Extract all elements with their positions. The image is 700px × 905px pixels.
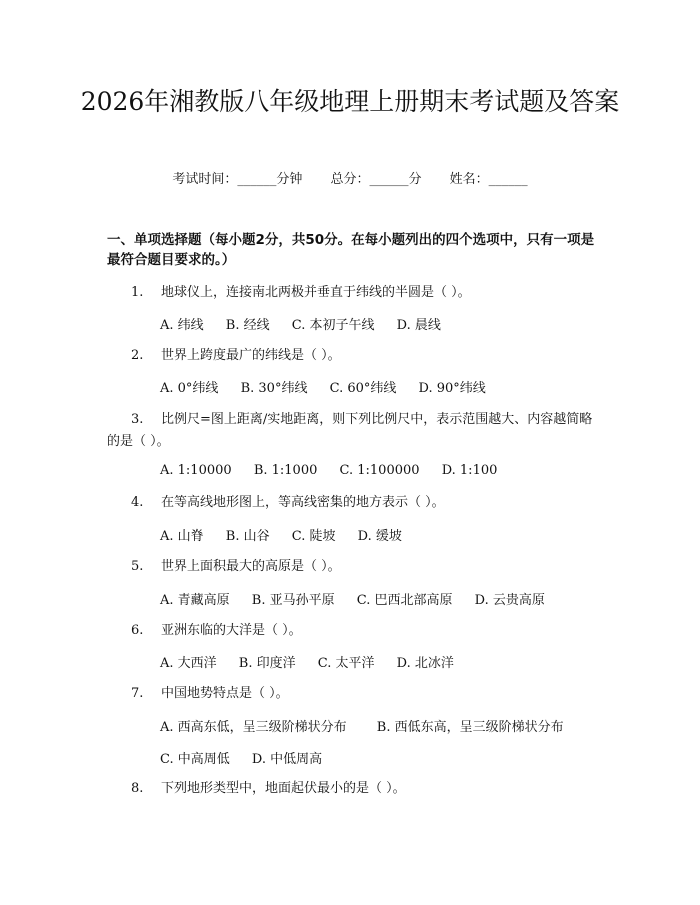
question (107, 283, 599, 303)
option-d: D. 北冰洋 (396, 656, 454, 671)
option-a: A. 西高东低，呈三级阶梯状分布 (160, 720, 347, 735)
question-text: 中国地势特点是（ ）。 (161, 686, 289, 701)
question (107, 621, 599, 641)
option-a: A. 0°纬线 (160, 381, 219, 396)
option-c: C. 巴西北部高原 (356, 593, 453, 608)
exam-time: 考试时间：______分钟 (172, 172, 303, 187)
question-options (160, 314, 459, 333)
option-c: C. 太平洋 (317, 656, 375, 671)
option-c: C. 60°纬线 (329, 381, 397, 396)
student-name: 姓名：______ (449, 172, 528, 187)
exam-info (0, 168, 700, 187)
option-b: B. 经线 (225, 318, 270, 333)
section-heading: 一、单项选择题（每小题2分，共50分。在每小题列出的四个选项中，只有一项是最符合题目要求的。） (107, 232, 595, 268)
option-d: D. 中低周高 (251, 752, 323, 767)
question-text: 亚洲东临的大洋是（ ）。 (161, 623, 302, 638)
question-number: 3. (131, 412, 144, 427)
option-c: C. 中高周低 (160, 752, 230, 767)
option-d: D. 1:100 (441, 463, 498, 478)
option-d: D. 云贵高原 (474, 593, 545, 608)
question-options (160, 463, 515, 478)
question (107, 493, 599, 513)
question-text: 世界上跨度最广的纬线是（ ）。 (161, 348, 341, 363)
question-number: 1. (131, 285, 144, 300)
option-a: A. 青藏高原 (160, 593, 230, 608)
question (107, 409, 599, 453)
question-options (160, 525, 420, 544)
question (107, 684, 599, 704)
question-text: 地球仪上，连接南北两极并垂直于纬线的半圆是（ ）。 (161, 285, 471, 300)
question-text: 世界上面积最大的高原是（ ）。 (161, 559, 341, 574)
question-number: 5. (131, 559, 144, 574)
question (107, 779, 599, 799)
option-a: A. 山脊 (160, 529, 204, 544)
question (107, 346, 599, 366)
question-options (160, 748, 340, 767)
option-d: D. 晨线 (396, 318, 441, 333)
option-c: C. 1:100000 (339, 463, 420, 478)
option-a: A. 1:10000 (160, 463, 232, 478)
option-b: B. 西低东高，呈三级阶梯状分布 (376, 720, 564, 735)
page-title: 2026年湘教版八年级地理上册期末考试题及答案 (80, 87, 620, 116)
option-b: B. 1:1000 (253, 463, 318, 478)
question-options (160, 652, 472, 671)
exam-score: 总分：______分 (330, 172, 422, 187)
option-c: C. 陡坡 (291, 529, 336, 544)
question-number: 8. (131, 781, 144, 796)
option-a: A. 大西洋 (160, 656, 217, 671)
question-options (160, 377, 504, 396)
option-d: D. 缓坡 (357, 529, 402, 544)
option-b: B. 印度洋 (238, 656, 296, 671)
option-a: A. 纬线 (160, 318, 204, 333)
question-text: 在等高线地形图上，等高线密集的地方表示（ ）。 (161, 495, 445, 510)
question-options (160, 589, 563, 608)
option-c: C. 本初子午线 (291, 318, 375, 333)
option-b: B. 亚马孙平原 (251, 593, 335, 608)
question (107, 557, 599, 577)
question-text: 下列地形类型中，地面起伏最小的是（ ）。 (161, 781, 406, 796)
question-number: 4. (131, 495, 144, 510)
question-number: 2. (131, 348, 144, 363)
question-number: 6. (131, 623, 144, 638)
question-number: 7. (131, 686, 144, 701)
question-options (160, 716, 582, 735)
option-b: B. 30°纬线 (240, 381, 308, 396)
option-b: B. 山谷 (225, 529, 270, 544)
question-text: 比例尺=图上距离/实地距离，则下列比例尺中，表示范围越大、内容越简略的是（ ）。 (107, 412, 593, 449)
option-d: D. 90°纬线 (418, 381, 486, 396)
